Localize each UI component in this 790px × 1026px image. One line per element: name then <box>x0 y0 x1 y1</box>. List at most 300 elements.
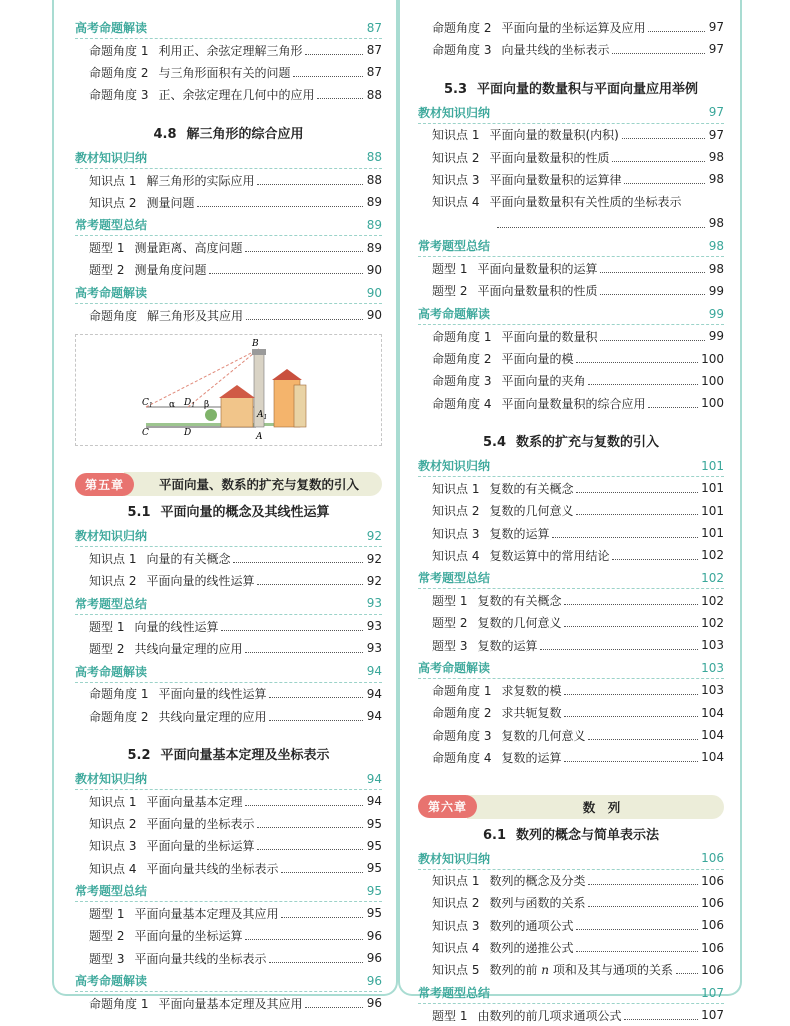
entry-key: 题型 1 <box>432 594 468 609</box>
toc-entry-continuation[interactable] <box>418 212 724 234</box>
label-D1: $D_1$ <box>184 398 196 410</box>
chapter-banner <box>75 472 382 496</box>
toc-entry[interactable] <box>75 902 382 924</box>
page-number: 96 <box>366 996 382 1011</box>
page-number: 98 <box>708 150 724 165</box>
entry-key: 命题角度 3 <box>89 88 149 103</box>
toc-group <box>418 16 724 61</box>
toc-entry[interactable] <box>418 612 724 634</box>
section-title: 数系的扩充与复数的引入 <box>516 435 660 451</box>
chapter-tag: 第六章 <box>418 795 477 818</box>
leader-dots <box>564 716 698 717</box>
toc-entry[interactable] <box>418 959 724 981</box>
toc-category[interactable] <box>75 525 382 547</box>
entry-label: 平面向量共线的坐标表示 <box>146 861 279 876</box>
entry-key: 题型 2 <box>432 284 468 299</box>
page-number: 98 <box>708 172 724 187</box>
entry-key: 知识点 1 <box>432 874 480 889</box>
toc-entry[interactable] <box>75 925 382 947</box>
label-beta: β <box>204 400 210 411</box>
entry-key: 题型 3 <box>432 638 468 653</box>
page-number: 99 <box>708 283 724 298</box>
page-number: 106 <box>701 940 724 955</box>
page-number: 97 <box>708 127 724 142</box>
leader-dots <box>221 630 363 631</box>
section-title: 平面向量基本定理及坐标表示 <box>160 748 330 764</box>
entry-label: 平面向量共线的坐标表示 <box>134 951 267 966</box>
triangle-figure <box>75 334 382 446</box>
entry-label: 平面向量数量积有关性质的坐标表示 <box>489 194 682 209</box>
leader-dots <box>588 739 698 740</box>
entry-key: 题型 1 <box>432 1008 468 1023</box>
toc-entry[interactable] <box>418 38 724 60</box>
page-number: 90 <box>366 262 382 277</box>
chapter-title: 平面向量、数系的扩充与复数的引入 <box>124 472 382 496</box>
category-label: 高考命题解读 <box>75 974 148 989</box>
entry-key: 题型 2 <box>432 616 468 631</box>
toc-category[interactable] <box>75 880 382 902</box>
page-number: 88 <box>366 87 382 102</box>
entry-key: 知识点 2 <box>432 504 480 519</box>
toc-group <box>75 768 382 1014</box>
section-heading <box>418 61 724 101</box>
toc-entry[interactable] <box>75 169 382 191</box>
page-number: 106 <box>701 851 724 866</box>
category-label: 高考命题解读 <box>75 286 148 301</box>
page-number: 96 <box>366 928 382 943</box>
entry-label: 平面向量数量积的性质 <box>489 150 610 165</box>
entry-label: 数列与函数的关系 <box>489 896 586 911</box>
toc-category[interactable] <box>418 102 724 124</box>
page-number: 101 <box>701 526 724 540</box>
toc-entry[interactable] <box>418 870 724 892</box>
entry-key: 知识点 2 <box>432 896 480 911</box>
entry-label: 平面向量的坐标表示 <box>146 817 255 832</box>
entry-key: 知识点 1 <box>89 173 137 188</box>
toc-category[interactable] <box>418 567 724 589</box>
toc-entry[interactable] <box>75 39 382 61</box>
entry-key: 知识点 3 <box>432 526 480 541</box>
entry-label: 平面向量的坐标运算 <box>134 929 243 944</box>
category-label: 常考题型总结 <box>418 239 491 254</box>
label-B: B <box>252 339 259 350</box>
toc-entry[interactable] <box>75 259 382 281</box>
toc-entry[interactable] <box>75 812 382 834</box>
leader-dots <box>540 649 698 650</box>
toc-entry[interactable] <box>418 124 724 146</box>
toc-entry[interactable] <box>418 146 724 168</box>
leader-dots <box>600 294 705 295</box>
entry-label: 数列的通项公式 <box>489 918 574 933</box>
toc-category[interactable] <box>75 17 382 39</box>
category-label: 常考题型总结 <box>75 218 148 233</box>
toc-category[interactable] <box>418 303 724 325</box>
right-column <box>418 16 724 1026</box>
category-label: 教材知识归纳 <box>418 851 491 866</box>
measurement-illustration <box>76 335 381 443</box>
leader-dots <box>576 514 698 515</box>
toc-entry[interactable] <box>418 679 724 701</box>
page-number: 97 <box>708 105 724 120</box>
toc-group <box>418 848 724 959</box>
section-number: 5.1 <box>127 505 151 521</box>
toc-entry[interactable] <box>418 280 724 302</box>
leader-dots <box>564 604 698 605</box>
leader-dots <box>624 183 705 184</box>
entry-label: 复数的几何意义 <box>501 728 586 743</box>
leader-dots <box>648 407 698 408</box>
page-number: 95 <box>366 816 382 831</box>
toc-group <box>418 102 724 191</box>
entry-label: 数列的前 n 项和及其与通项的关系 <box>489 963 673 978</box>
entry-key: 题型 3 <box>89 951 125 966</box>
leader-dots <box>624 1019 698 1020</box>
page-number: 92 <box>366 528 382 543</box>
entry-label: 平面向量基本定理 <box>146 794 243 809</box>
toc-entry[interactable] <box>418 257 724 279</box>
entry-label: 求复数的模 <box>501 683 562 698</box>
entry-label: 测量角度问题 <box>134 263 207 278</box>
toc-category[interactable] <box>418 455 724 477</box>
entry-label: 平面向量数量积的性质 <box>477 284 598 299</box>
label-A1: $A_1$ <box>257 410 268 422</box>
entry-key: 知识点 3 <box>432 918 480 933</box>
entry-key: 题型 2 <box>89 263 125 278</box>
entry-label: 复数的几何意义 <box>489 504 574 519</box>
chapter-title: 数 列 <box>467 795 724 819</box>
leader-dots <box>648 31 705 32</box>
toc-entry[interactable] <box>418 914 724 936</box>
entry-key: 知识点 1 <box>89 794 137 809</box>
toc-category[interactable] <box>418 848 724 870</box>
page-number: 94 <box>366 794 382 809</box>
category-label: 教材知识归纳 <box>418 105 491 120</box>
page-number: 98 <box>708 216 724 231</box>
page-number: 107 <box>701 1008 724 1023</box>
leader-dots <box>257 184 363 185</box>
leader-dots <box>576 929 698 930</box>
page-number: 103 <box>701 683 724 698</box>
leader-dots <box>588 384 698 385</box>
section-title: 数列的概念与简单表示法 <box>516 827 660 843</box>
page-number: 97 <box>708 42 724 57</box>
entry-key: 命题角度 2 <box>89 65 149 80</box>
toc-group <box>75 147 382 326</box>
section-heading <box>75 106 382 146</box>
leader-dots <box>305 54 363 55</box>
house-left-roof <box>219 385 255 398</box>
toc-entry[interactable] <box>418 477 724 499</box>
leader-dots <box>576 492 698 493</box>
page-number: 89 <box>366 195 382 210</box>
entry-label: 数列的概念及分类 <box>489 874 586 889</box>
page-number: 100 <box>701 351 724 366</box>
toc-entry[interactable] <box>75 304 382 326</box>
toc-category[interactable] <box>418 235 724 257</box>
toc-entry[interactable] <box>418 1004 724 1026</box>
entry-label: 平面向量的坐标运算 <box>146 839 255 854</box>
leader-dots <box>281 872 363 873</box>
left-column <box>75 16 382 1015</box>
entry-label: 复数的几何意义 <box>477 616 562 631</box>
leader-dots <box>233 562 363 563</box>
toc-entry[interactable] <box>75 947 382 969</box>
toc-entry[interactable] <box>75 191 382 213</box>
toc-category[interactable] <box>418 657 724 679</box>
entry-label: 共线向量定理的应用 <box>134 641 243 656</box>
entry-label: 向量的线性运算 <box>134 619 219 634</box>
entry-key: 题型 1 <box>432 262 468 277</box>
entry-key: 命题角度 2 <box>432 20 492 35</box>
house-side <box>294 385 306 427</box>
toc-group <box>75 525 382 727</box>
toc-entry[interactable] <box>75 637 382 659</box>
entry-label: 复数的运算 <box>489 526 550 541</box>
page-number: 95 <box>366 906 382 921</box>
section-title: 平面向量的数量积与平面向量应用举例 <box>477 81 699 97</box>
section-number: 5.2 <box>127 748 151 764</box>
page-number: 94 <box>366 664 382 679</box>
tower-top <box>252 349 266 355</box>
leader-dots <box>245 805 363 806</box>
entry-key: 知识点 1 <box>89 552 137 567</box>
chapter-tag: 第五章 <box>75 473 134 496</box>
entry-label: 由数列的前几项求通项公式 <box>477 1008 622 1023</box>
section-number: 6.1 <box>482 827 506 843</box>
toc-entry[interactable] <box>418 168 724 190</box>
page-number: 101 <box>701 458 724 473</box>
label-D: D <box>184 428 192 439</box>
section-heading <box>418 823 724 847</box>
entry-key: 题型 1 <box>89 906 125 921</box>
entry-key: 命题角度 3 <box>432 42 492 57</box>
toc-entry[interactable] <box>418 190 724 212</box>
toc-entry[interactable] <box>418 702 724 724</box>
toc-entry[interactable] <box>418 936 724 958</box>
page-number: 103 <box>701 660 724 675</box>
page-number: 106 <box>701 873 724 888</box>
category-label: 常考题型总结 <box>418 986 491 1001</box>
leader-dots <box>612 53 705 54</box>
toc-entry[interactable] <box>418 892 724 914</box>
entry-label: 测量距离、高度问题 <box>134 241 243 256</box>
toc-entry[interactable] <box>75 61 382 83</box>
toc-category[interactable] <box>75 768 382 790</box>
label-C1: $C_1$ <box>142 398 153 410</box>
entry-key: 知识点 1 <box>432 128 480 143</box>
toc-entry[interactable] <box>418 500 724 522</box>
entry-label: 求共轭复数 <box>501 706 562 721</box>
toc-category[interactable] <box>75 147 382 169</box>
entry-key: 命题角度 4 <box>432 396 492 411</box>
toc-entry[interactable] <box>418 392 724 414</box>
page-number: 95 <box>366 838 382 853</box>
toc-entry[interactable] <box>75 570 382 592</box>
leader-dots <box>612 161 705 162</box>
section-title: 平面向量的概念及其线性运算 <box>160 505 330 521</box>
leader-dots <box>257 849 363 850</box>
toc-entry[interactable] <box>418 347 724 369</box>
toc-group <box>418 455 724 768</box>
entry-label: 数列的递推公式 <box>489 941 574 956</box>
entry-label: 平面向量基本定理及其应用 <box>158 996 303 1011</box>
toc-entry[interactable] <box>418 522 724 544</box>
toc-entry[interactable] <box>75 790 382 812</box>
leader-dots <box>622 138 705 139</box>
leader-dots <box>257 827 363 828</box>
page-number: 101 <box>701 481 724 496</box>
toc-entry[interactable] <box>75 683 382 705</box>
toc-entry[interactable] <box>75 992 382 1014</box>
toc-entry[interactable] <box>75 615 382 637</box>
leader-dots <box>676 973 698 974</box>
toc-entry[interactable] <box>418 370 724 392</box>
leader-dots <box>293 76 363 77</box>
leader-dots <box>245 939 363 940</box>
toc-entry[interactable] <box>418 746 724 768</box>
page-number: 99 <box>708 306 724 321</box>
entry-key: 题型 1 <box>89 619 125 634</box>
house-left <box>221 397 253 427</box>
entry-label: 复数的有关概念 <box>489 481 574 496</box>
leader-dots <box>246 319 363 320</box>
leader-dots <box>612 559 698 560</box>
entry-key: 命题角度 1 <box>432 329 492 344</box>
page-number: 102 <box>701 615 724 630</box>
page-number: 97 <box>708 20 724 35</box>
entry-key: 命题角度 2 <box>432 706 492 721</box>
page-number: 93 <box>366 619 382 634</box>
entry-key: 知识点 2 <box>89 574 137 589</box>
page-number: 89 <box>366 217 382 232</box>
entry-label: 解三角形及其应用 <box>147 308 244 323</box>
entry-label: 平面向量基本定理及其应用 <box>134 906 279 921</box>
entry-key: 题型 2 <box>89 641 125 656</box>
section-title: 解三角形的综合应用 <box>186 126 304 142</box>
category-label: 高考命题解读 <box>75 21 148 35</box>
category-label: 常考题型总结 <box>75 596 148 611</box>
leader-dots <box>269 962 363 963</box>
leader-dots <box>269 720 363 721</box>
entry-key: 知识点 2 <box>89 817 137 832</box>
page-number: 103 <box>701 638 724 653</box>
toc-entry[interactable] <box>75 547 382 569</box>
category-label: 常考题型总结 <box>418 571 491 586</box>
leader-dots <box>588 906 698 907</box>
entry-label: 解三角形的实际应用 <box>146 173 255 188</box>
toc-category[interactable] <box>75 970 382 992</box>
entry-key: 知识点 3 <box>89 839 137 854</box>
category-label: 高考命题解读 <box>75 664 148 679</box>
leader-dots <box>305 1007 363 1008</box>
entry-key: 知识点 5 <box>432 963 480 978</box>
toc-category[interactable] <box>75 661 382 683</box>
entry-key: 题型 2 <box>89 929 125 944</box>
toc-entry[interactable] <box>418 634 724 656</box>
page-number: 107 <box>701 985 724 1000</box>
page-number: 95 <box>366 861 382 876</box>
toc-entry[interactable] <box>418 544 724 566</box>
entry-label: 共线向量定理的应用 <box>158 709 267 724</box>
entry-key: 命题角度 1 <box>432 683 492 698</box>
page-number: 94 <box>366 686 382 701</box>
toc-entry[interactable] <box>418 589 724 611</box>
entry-label: 平面向量的线性运算 <box>146 574 255 589</box>
entry-label: 平面向量的数量积(内积) <box>489 128 619 143</box>
toc-entry[interactable] <box>75 236 382 258</box>
toc-category[interactable] <box>75 593 382 615</box>
page-number: 88 <box>366 150 382 165</box>
section-number: 5.4 <box>482 435 506 451</box>
toc-category[interactable] <box>75 282 382 304</box>
leader-dots <box>209 273 363 274</box>
entry-key: 命题角度 <box>89 308 138 323</box>
page-number: 89 <box>366 240 382 255</box>
toc-entry[interactable] <box>75 84 382 106</box>
page-number: 90 <box>366 285 382 300</box>
page-number: 96 <box>366 973 382 988</box>
page-number: 87 <box>366 43 382 58</box>
page-number: 98 <box>708 261 724 276</box>
page-number: 88 <box>366 173 382 188</box>
leader-dots <box>564 626 698 627</box>
toc-entry[interactable] <box>418 16 724 38</box>
entry-label: 复数运算中的常用结论 <box>489 548 610 563</box>
section-number: 4.8 <box>153 126 177 142</box>
page-number: 92 <box>366 551 382 566</box>
entry-key: 命题角度 1 <box>89 687 149 702</box>
toc-group <box>418 982 724 1026</box>
entry-key: 知识点 2 <box>432 150 480 165</box>
page-number: 90 <box>366 308 382 323</box>
toc-entry[interactable] <box>418 724 724 746</box>
toc-entry[interactable] <box>75 857 382 879</box>
page-number: 99 <box>708 329 724 344</box>
page-number: 106 <box>701 895 724 910</box>
category-label: 教材知识归纳 <box>75 772 148 787</box>
toc-category[interactable] <box>75 214 382 236</box>
toc-group <box>418 235 724 414</box>
entry-key: 命题角度 1 <box>89 43 149 58</box>
leader-dots <box>564 761 698 762</box>
page-number: 93 <box>366 596 382 611</box>
category-label: 高考命题解读 <box>418 661 491 676</box>
toc-entry[interactable] <box>75 835 382 857</box>
page-number: 100 <box>701 396 724 411</box>
page-number: 87 <box>366 20 382 35</box>
page-number: 100 <box>701 373 724 388</box>
entry-label: 平面向量数量积的运算 <box>477 262 598 277</box>
entry-label: 平面向量数量积的综合应用 <box>501 396 646 411</box>
entry-label: 向量的有关概念 <box>146 552 231 567</box>
page-number: 96 <box>366 951 382 966</box>
entry-key: 命题角度 4 <box>432 750 492 765</box>
toc-entry[interactable] <box>75 705 382 727</box>
page-number: 94 <box>366 771 382 786</box>
leader-dots <box>497 227 705 228</box>
tree <box>205 409 217 421</box>
page-number: 106 <box>701 918 724 933</box>
leader-dots <box>245 251 363 252</box>
entry-label: 平面向量的坐标运算及应用 <box>501 20 646 35</box>
entry-label: 复数的有关概念 <box>477 594 562 609</box>
label-A: A <box>256 432 263 443</box>
leader-dots <box>576 951 698 952</box>
entry-label: 复数的运算 <box>501 750 562 765</box>
entry-key: 命题角度 3 <box>432 374 492 389</box>
toc-entry[interactable] <box>418 325 724 347</box>
category-label: 教材知识归纳 <box>75 150 148 165</box>
